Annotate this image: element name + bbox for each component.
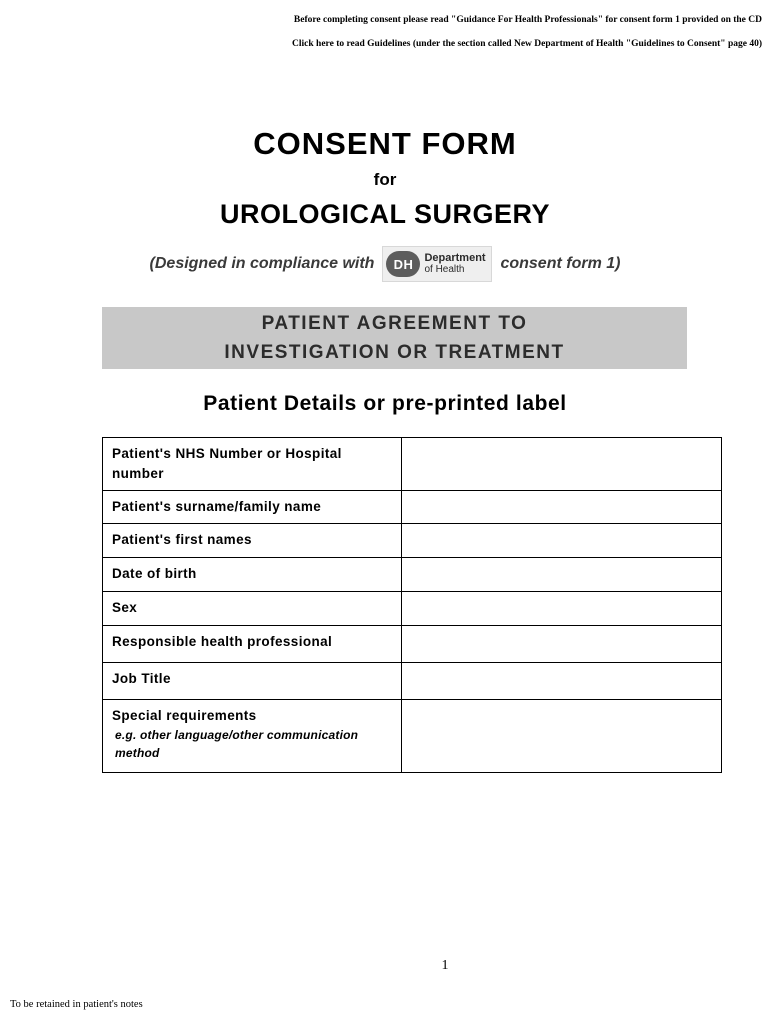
designed-compliance-row [0,246,770,282]
guidance-link-note[interactable]: Click here to read Guidelines (under the section called New Department of Health "Guidelines to Consent" page 40) [292,39,762,49]
patient-agreement-banner [102,307,687,369]
row-label-first-names: Patient's first names [103,524,402,558]
banner-line-2: INVESTIGATION OR TREATMENT [224,342,565,363]
designed-suffix-text: consent form 1) [500,255,621,272]
table-row [103,558,722,592]
dh-logo-words [424,252,485,276]
row-value-date-of-birth[interactable] [402,558,722,592]
row-label-surname: Patient's surname/family name [103,491,402,524]
row-value-first-names[interactable] [402,524,722,558]
form-title: CONSENT FORM [253,126,517,161]
table-row [103,592,722,626]
row-label-nhs-number: Patient's NHS Number or Hospital number [103,438,402,491]
banner-line-1: PATIENT AGREEMENT TO [261,313,528,334]
patient-details-heading: Patient Details or pre-printed label [203,392,567,415]
designed-prefix-text: (Designed in compliance with [149,255,375,272]
table-row [103,663,722,700]
department-of-health-logo [382,246,492,282]
table-row [103,524,722,558]
row-value-surname[interactable] [402,491,722,524]
form-subtitle: UROLOGICAL SURGERY [219,199,551,229]
row-value-special-requirements[interactable] [402,700,722,773]
row-label-special-requirements [103,700,402,773]
row-label-responsible-professional: Responsible health professional [103,626,402,663]
row-value-responsible-professional[interactable] [402,626,722,663]
table-row [103,491,722,524]
row-label-job-title: Job Title [103,663,402,700]
page-number: 1 [441,958,449,973]
row-label-date-of-birth: Date of birth [103,558,402,592]
dh-badge-icon: DH [386,251,420,277]
row-label-sex: Sex [103,592,402,626]
guidance-note-1: Before completing consent please read "Guidance For Health Professionals" for consent form 1 provided on the CD [293,15,762,25]
special-requirements-note: e.g. other language/other communication method [115,728,359,760]
footer-note: To be retained in patient's notes [10,999,143,1010]
row-value-sex[interactable] [402,592,722,626]
top-guidance-notes [0,8,770,56]
title-block [0,125,770,231]
patient-details-table [102,437,722,773]
dh-logo-line2: of Health [424,264,465,275]
table-row [103,438,722,491]
dh-logo-line1: Department [424,252,486,264]
row-value-job-title[interactable] [402,663,722,700]
special-requirements-label: Special requirements [112,708,257,723]
form-title-connector: for [373,170,397,189]
table-row [103,626,722,663]
table-row [103,700,722,773]
row-value-nhs-number[interactable] [402,438,722,491]
